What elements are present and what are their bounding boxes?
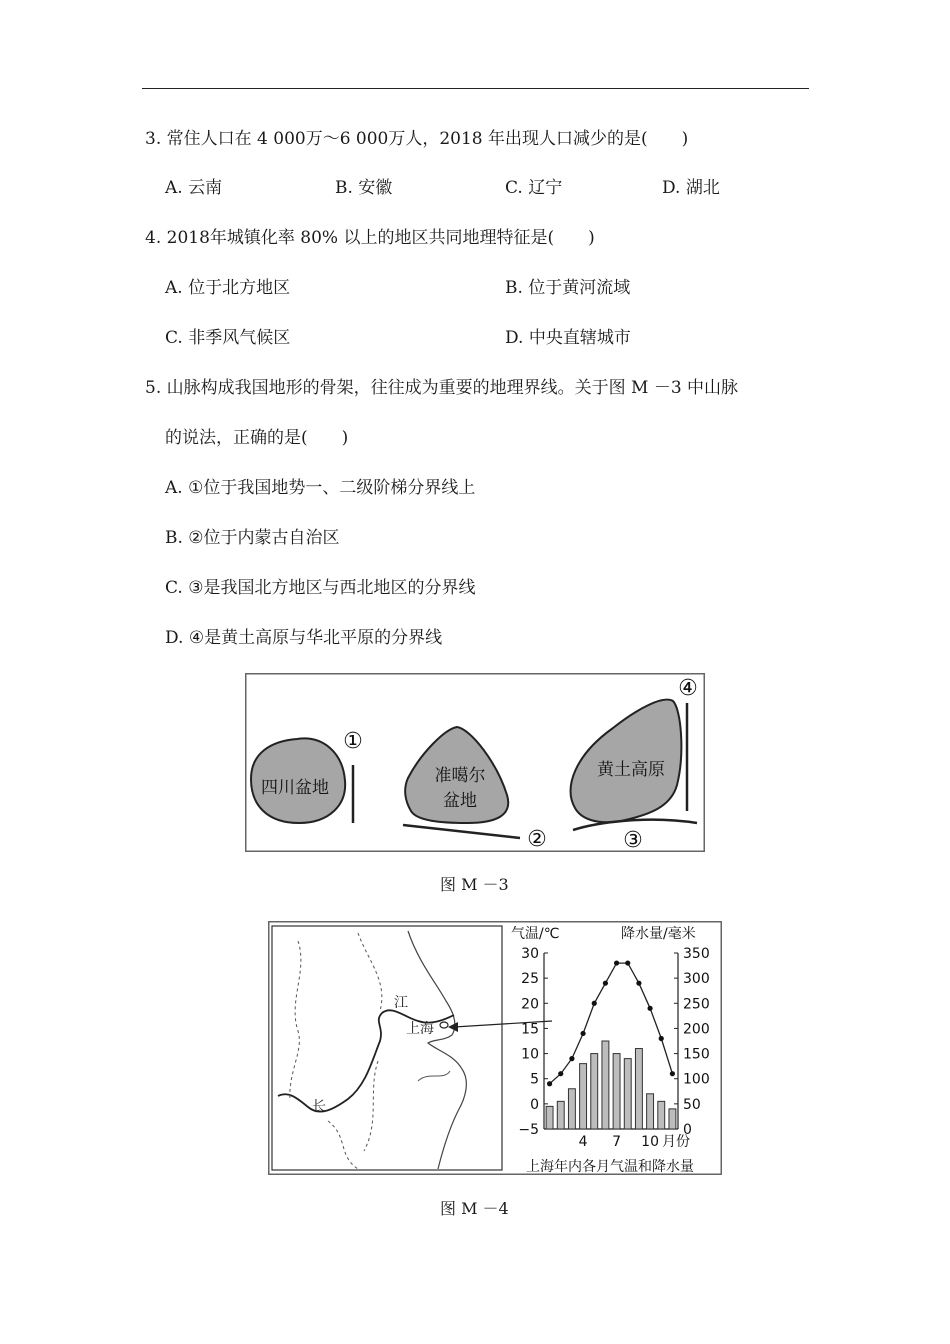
temp-tick-label: 0 [530,1096,539,1113]
temp-tick-label: 5 [530,1071,539,1088]
month-axis-label: 月份 [662,1134,690,1150]
precip-bar [557,1101,564,1129]
temp-point [569,1056,574,1061]
precip-bar [669,1109,676,1129]
precip-axis-label: 降水量/毫米 [621,926,696,942]
map-label-jiang: 江 [394,995,408,1011]
question-5-stem-line2: 的说法，正确的是( ) [165,428,349,448]
shanghai-marker [440,1022,448,1028]
map-label-chang: 长 [312,1099,326,1115]
precip-tick-label: 350 [683,946,710,962]
question-3-stem: 3. 常住人口在 4 000万～6 000万人，2018 年出现人口减少的是( ) [145,129,689,149]
temp-tick-label: 25 [521,971,539,988]
mountain-1-marker: ① [343,729,363,754]
figure-m4 [268,921,722,1179]
sichuan-basin-label: 四川盆地 [261,778,329,798]
chart-title: 上海年内各月气温和降水量 [526,1159,694,1175]
loess-plateau-label: 黄土高原 [597,760,665,780]
q3-option-d: D. 湖北 [662,178,720,198]
temp-tick-label: −5 [518,1122,539,1138]
precip-tick-label: 200 [683,1021,710,1038]
month-tick-label: 7 [612,1134,622,1150]
precip-bar [580,1064,587,1129]
q3-option-b: B. 安徽 [335,178,393,198]
q5-option-a: A. ①位于我国地势一、二级阶梯分界线上 [165,478,476,498]
precip-tick-label: 100 [683,1071,710,1088]
q4-option-b: B. 位于黄河流域 [505,278,631,298]
precip-bar [613,1054,620,1129]
temp-point [580,1031,585,1036]
temp-point [558,1071,563,1076]
temp-tick-label: 30 [521,946,539,962]
q5-option-c: C. ③是我国北方地区与西北地区的分界线 [165,578,476,598]
figure-m3-diagram [245,673,705,853]
q3-option-a: A. 云南 [165,178,223,198]
temp-point [614,960,619,965]
junggar-basin-label-2: 盆地 [443,791,477,811]
q5-option-d: D. ④是黄土高原与华北平原的分界线 [165,628,443,648]
temp-point [547,1081,552,1086]
temp-point [659,1036,664,1041]
figure-m4-caption: 图 M －4 [440,1199,509,1218]
junggar-basin-label-1: 准噶尔 [434,766,486,786]
temp-point [636,981,641,986]
precip-bar [624,1059,631,1129]
mountain-3-marker: ③ [623,828,643,853]
q3-option-c: C. 辽宁 [505,178,563,198]
temp-tick-label: 20 [521,996,539,1013]
map-label-shanghai: 上海 [406,1021,434,1037]
q4-option-d: D. 中央直辖城市 [505,328,631,348]
precip-tick-label: 250 [683,996,710,1013]
header-rule [142,88,809,89]
precip-bar [602,1041,609,1129]
month-tick-label: 10 [641,1134,659,1150]
temp-tick-label: 15 [521,1021,539,1038]
figure-m3-caption: 图 M －3 [440,875,509,894]
precip-tick-label: 0 [683,1122,692,1138]
precip-bar [546,1106,553,1129]
figure-m4-graphic [268,921,722,1175]
temp-tick-label: 10 [521,1046,539,1063]
question-5-stem-line1: 5. 山脉构成我国地形的骨架，往往成为重要的地理界线。关于图 M －3 中山脉 [145,378,739,398]
temp-point [647,1006,652,1011]
temp-point [592,1001,597,1006]
question-4-stem: 4. 2018年城镇化率 80% 以上的地区共同地理特征是( ) [145,228,595,248]
figure-m3 [245,673,705,857]
precip-tick-label: 150 [683,1046,710,1063]
mountain-4-marker: ④ [678,676,698,701]
q4-option-a: A. 位于北方地区 [165,278,291,298]
q4-option-c: C. 非季风气候区 [165,328,291,348]
temp-point [625,960,630,965]
precip-tick-label: 50 [683,1096,701,1113]
precip-bar [591,1054,598,1129]
temp-axis-label: 气温/℃ [511,926,560,942]
temp-point [670,1071,675,1076]
precip-tick-label: 300 [683,971,710,988]
precip-bar [635,1049,642,1129]
temp-point [603,981,608,986]
precip-bar [568,1089,575,1129]
mountain-2-marker: ② [527,827,547,852]
q5-option-b: B. ②位于内蒙古自治区 [165,528,340,548]
precip-bar [658,1101,665,1129]
precip-bar [647,1094,654,1129]
month-tick-label: 4 [578,1134,588,1150]
